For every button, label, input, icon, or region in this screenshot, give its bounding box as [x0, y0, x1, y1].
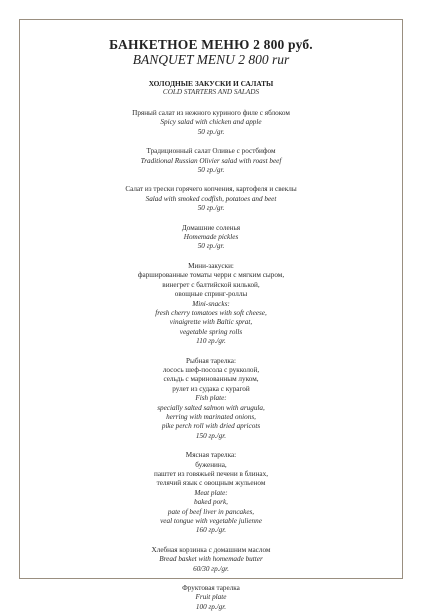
dish-weight: 50 гр./gr.	[197, 242, 225, 251]
dish-component-en: vinaigrette with Baltic sprat,	[169, 318, 253, 327]
dish-name-ru: Пряный салат из нежного куриного филе с яблоком	[132, 109, 290, 117]
dish-component-ru: овощные спринг-роллы	[174, 290, 248, 299]
dish-name-en: Traditional Russian Olivier salad with roast beef	[140, 156, 282, 165]
menu-item	[19, 357, 403, 442]
dish-component-en: veal tongue with vegetable julienne	[160, 517, 262, 526]
dish-name-ru: Домашние соленья	[181, 223, 241, 232]
dish-component-en: herring with marinated onions,	[166, 412, 256, 421]
dish-component-ru: винегрет с балтийской килькой,	[162, 280, 260, 289]
menu-item	[19, 109, 403, 137]
dish-name-ru: Рыбная тарелка:	[186, 356, 236, 365]
dish-component-en: baked pork,	[194, 498, 228, 507]
dish-component-ru: сельдь с маринованным луком,	[163, 375, 259, 384]
section-subtitle: COLD STARTERS AND SALADS	[162, 88, 260, 96]
dish-name-en: Salad with smoked codfish, potatoes and beet	[145, 194, 277, 203]
dish-component-ru: фаршированные томаты черри с мягким сыром,	[137, 271, 285, 280]
dish-name-ru: Традиционный салат Оливье с ростбифом	[146, 147, 276, 156]
dish-component-en: fresh cherry tomatoes with soft cheese,	[155, 308, 267, 317]
menu-item	[19, 451, 403, 536]
dish-component-ru: рулет из судака с курагой	[172, 384, 250, 393]
dish-weight: 110 гр./gr.	[196, 337, 226, 346]
dish-name-en: Mini-snacks:	[192, 299, 230, 308]
dish-component-en: specially salted salmon with arugula,	[157, 403, 265, 412]
dish-name-ru: Салат из трески горячего копчения, картофеля и свеклы	[125, 185, 297, 194]
dish-component-en: pate of beef liver in pancakes,	[167, 507, 255, 516]
dish-name-ru: Мясная тарелка:	[185, 451, 237, 460]
dish-name-ru: Мини-закуски:	[188, 261, 234, 270]
dish-component-en: vegetable spring rolls	[179, 327, 243, 336]
dish-name-en: Spicy salad with chicken and apple	[160, 118, 262, 127]
menu-item	[19, 584, 403, 612]
dish-name-en: Fish plate:	[195, 394, 227, 403]
dish-component-ru: лосось шеф-посола с рукколой,	[162, 365, 260, 374]
dish-weight: 100 гр./gr.	[195, 602, 227, 611]
dish-component-en: pike perch roll with dried apricots	[161, 422, 261, 431]
dish-name-ru: Хлебная корзинка с домашним маслом	[151, 545, 271, 554]
dish-weight: 50 гр./gr.	[197, 127, 225, 136]
menu-item	[19, 262, 403, 347]
dish-weight: 50 гр./gr.	[197, 166, 225, 175]
dish-weight: 60/30 гр./gr.	[193, 564, 229, 573]
section-title: ХОЛОДНЫЕ ЗАКУСКИ И САЛАТЫ	[148, 79, 274, 88]
menu-content	[19, 38, 403, 612]
dish-weight: 50 гр./gr.	[197, 204, 225, 213]
menu-title-en: BANQUET MENU 2 800 rur	[132, 52, 290, 67]
menu-item	[19, 546, 403, 574]
dish-name-en: Fruit plate	[195, 593, 227, 602]
dish-name-en: Meat plate:	[194, 488, 228, 497]
dish-list	[19, 109, 403, 612]
menu-item	[19, 224, 403, 252]
dish-name-ru: Фруктовая тарелка	[182, 584, 240, 593]
dish-weight: 150 гр./gr.	[195, 431, 227, 440]
menu-item	[19, 147, 403, 175]
menu-title-ru: БАНКЕТНОЕ МЕНЮ 2 800 руб.	[109, 37, 313, 52]
dish-component-ru: паштет из говяжьей печени в блинах,	[153, 470, 269, 478]
dish-component-ru: буженина,	[195, 460, 227, 469]
menu-item	[19, 185, 403, 213]
dish-name-en: Homemade pickles	[183, 233, 239, 242]
dish-name-en: Bread basket with homemade butter	[159, 555, 263, 564]
dish-component-ru: телячий язык с овощным жульеном	[156, 479, 266, 488]
dish-weight: 160 гр./gr.	[195, 526, 227, 535]
